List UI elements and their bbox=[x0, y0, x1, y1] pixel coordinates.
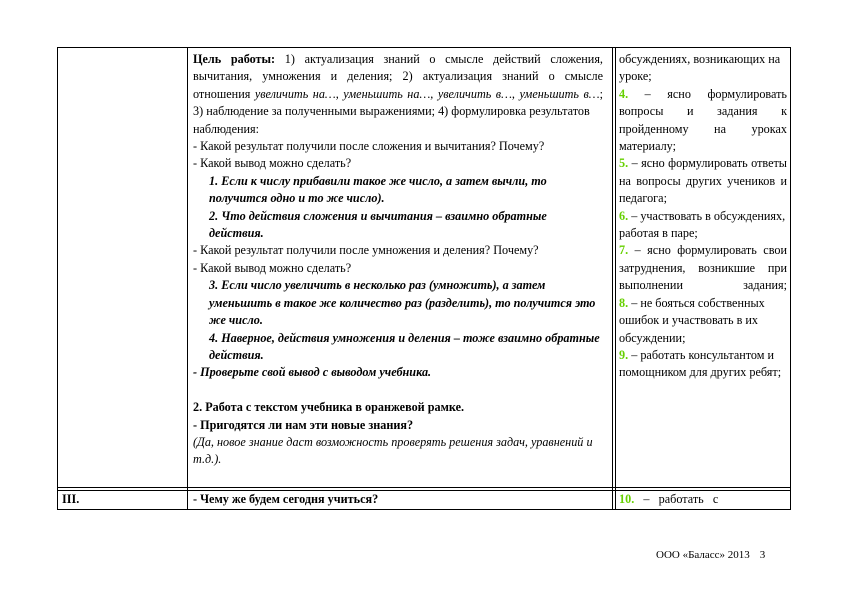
skill-9: 9. – работать консультантом и помощником для других ребят; bbox=[619, 347, 782, 380]
lesson-content-cell bbox=[193, 51, 603, 469]
goal-italic: увеличить на…, уменьшить на…, увеличить в…, уменьшить в… bbox=[254, 86, 600, 101]
answer-2: 2. Что действия сложения и вычитания – взаимно обратные действия. bbox=[209, 208, 547, 241]
goal-text-2: ; bbox=[599, 86, 603, 101]
question-3: - Какой результат получили после умножения и деления? Почему? bbox=[193, 243, 539, 258]
skill-continued: обсуждениях, возникающих на уроке; bbox=[619, 52, 781, 84]
skill-4: 4. – ясно формулировать вопросы и задания к пройденному на уроках материалу; bbox=[619, 86, 787, 154]
work-2-heading: 2. Работа с текстом учебника в оранжевой рамке. bbox=[193, 400, 465, 415]
table-border-top bbox=[57, 47, 791, 48]
table-divider-2 bbox=[612, 47, 613, 510]
goal-paragraph bbox=[193, 51, 603, 103]
goal-label: Цель работы: bbox=[193, 52, 276, 66]
table-divider-3 bbox=[615, 47, 616, 510]
table-divider-1 bbox=[187, 47, 188, 510]
goal-text-1: 1) актуализация знаний о смысле действий сложения, вычитания, умножения и деления; 2) актуализация знаний о смысле отношения bbox=[193, 52, 603, 101]
question-1: - Какой результат получили после сложения и вычитания? Почему? bbox=[193, 139, 545, 154]
page-number: 3 bbox=[759, 549, 766, 561]
question-5: - Пригодятся ли нам эти новые знания? bbox=[193, 417, 414, 432]
question-4: - Какой вывод можно сделать? bbox=[193, 260, 352, 275]
skill-5: 5. – ясно формулировать ответы на вопросы других учеников и педагога; bbox=[619, 156, 787, 206]
goal-line-3: 3) наблюдение за полученными выражениями; 4) формулировка результатов наблюдения: bbox=[193, 104, 590, 136]
footer-company: ООО «Баласс» 2013 bbox=[656, 549, 750, 561]
answer-5: (Да, новое знание даст возможность проверять решения задач, уравнений и т.д.). bbox=[193, 434, 593, 467]
skill-7: 7. – ясно формулировать свои затруднения, возникшие при выполнении задания; bbox=[619, 243, 787, 293]
skill-10: 10. – работать с bbox=[619, 492, 719, 506]
skills-cell bbox=[619, 51, 787, 382]
skill-6: 6. – участвовать в обсуждениях, работая в паре; bbox=[619, 208, 786, 241]
table-border-right bbox=[790, 47, 791, 510]
stage-question: - Чему же будем сегодня учиться? bbox=[193, 492, 379, 506]
page-footer bbox=[656, 549, 765, 561]
skill-8: 8. – не бояться собственных ошибок и участвовать в их обсуждении; bbox=[619, 295, 765, 345]
answer-4: 4. Наверное, действия умножения и деления – тоже взаимно обратные действия. bbox=[209, 330, 600, 362]
table-border-left bbox=[57, 47, 58, 510]
stage-number: III. bbox=[62, 492, 80, 506]
check-instruction: - Проверьте свой вывод с выводом учебника. bbox=[193, 365, 432, 380]
question-2: - Какой вывод можно сделать? bbox=[193, 156, 352, 171]
table-border-bottom bbox=[57, 509, 791, 510]
answer-1: 1. Если к числу прибавили такое же число, а затем вычли, то получится одно и то же число). bbox=[209, 173, 547, 206]
answer-3: 3. Если число увеличить в несколько раз (умножить), а затем уменьшить в такое же количество раз (разделить), то получится это же число. bbox=[209, 278, 596, 328]
table-row-divider bbox=[57, 487, 791, 488]
